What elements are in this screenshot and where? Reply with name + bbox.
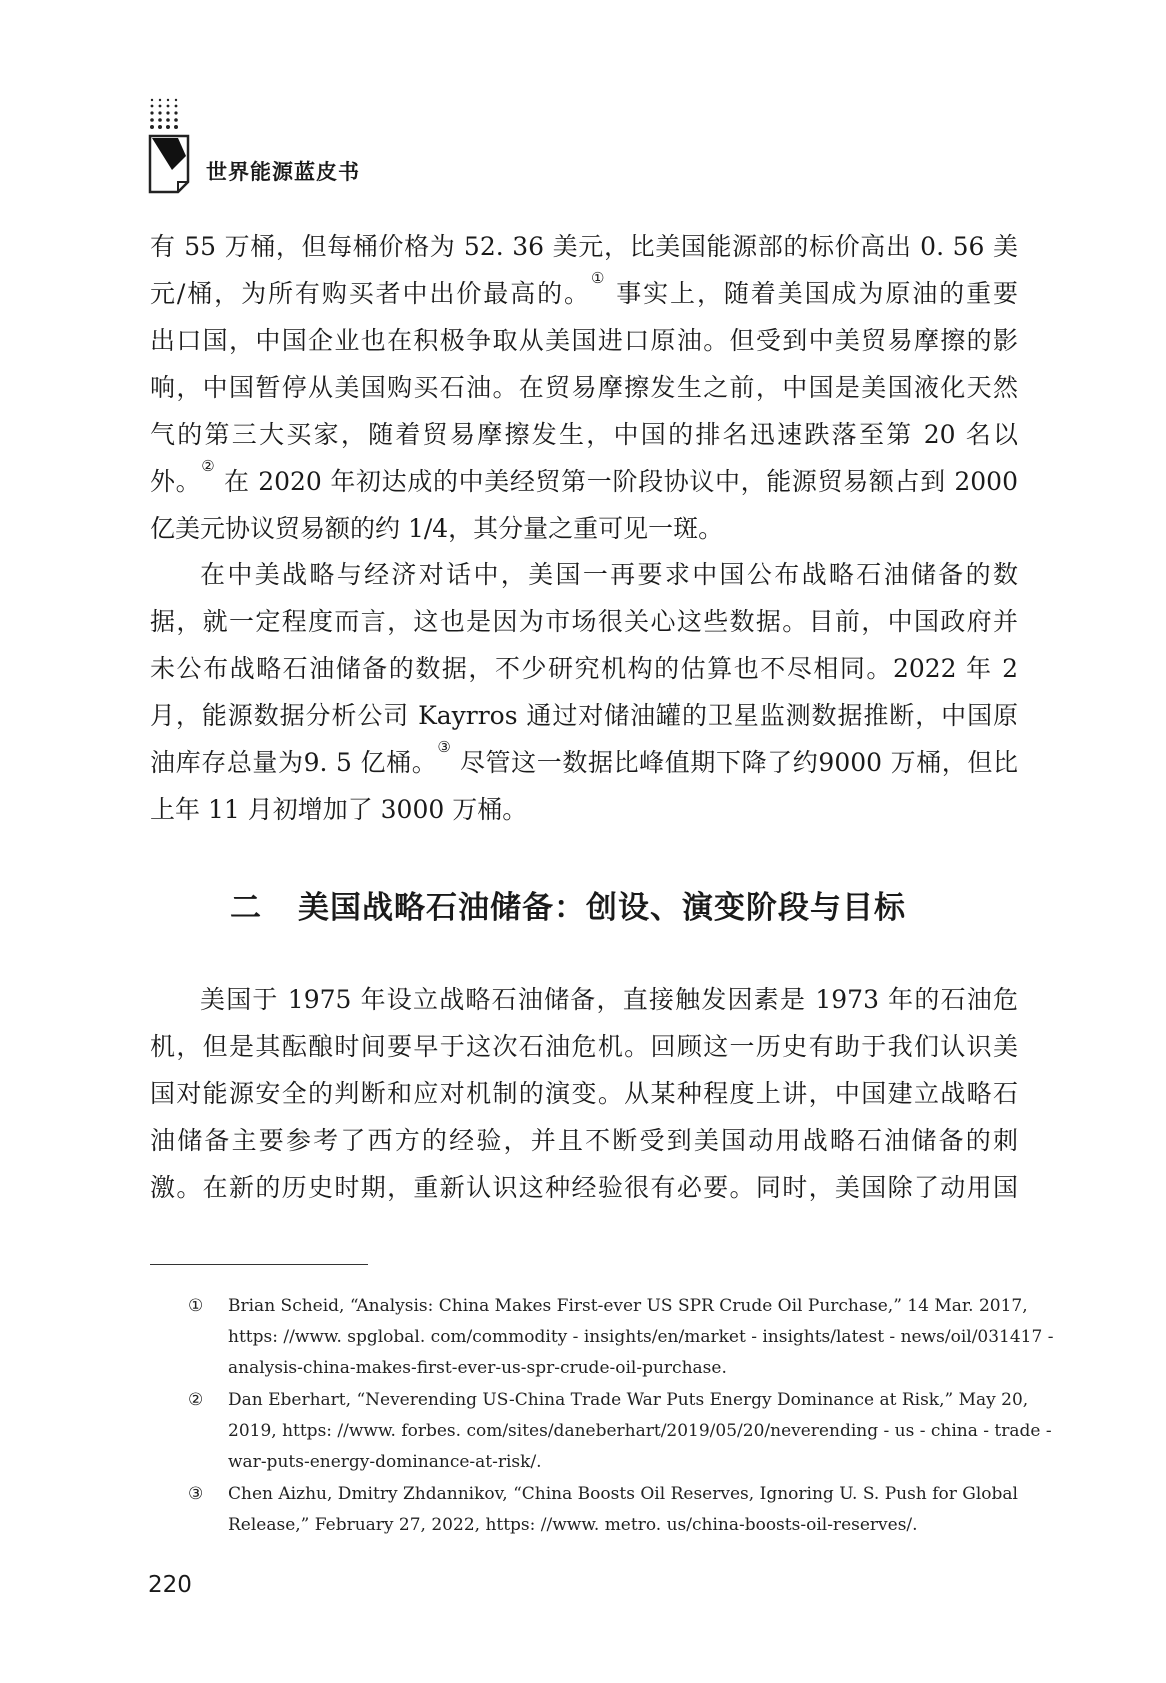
text-line: 亿美元协议贸易额的约 1/4，其分量之重可见一斑。 xyxy=(150,514,724,543)
text-line: 元/桶，为所有购买者中出价最高的。① 事实上，随着美国成为原油的重要 xyxy=(150,268,1018,308)
page-number: 220 xyxy=(148,1572,192,1598)
text-line: 在中美战略与经济对话中，美国一再要求中国公布战略石油储备的数 xyxy=(200,560,1018,589)
text-line: 月，能源数据分析公司 Kayrros 通过对储油罐的卫星监测数据推断，中国原 xyxy=(150,701,1018,730)
footnotes xyxy=(188,1291,1054,1542)
footnote xyxy=(188,1291,1054,1384)
text-line: 激。在新的历史时期，重新认识这种经验很有必要。同时，美国除了动用国 xyxy=(150,1173,1018,1202)
footnote-divider xyxy=(150,1264,368,1265)
footnote-mark: ② xyxy=(188,1390,204,1410)
text-line: 美国于 1975 年设立战略石油储备，直接触发因素是 1973 年的石油危 xyxy=(200,985,1018,1014)
footnote-mark: ③ xyxy=(188,1484,204,1504)
footnote-ref[interactable]: ① xyxy=(590,268,607,287)
footnote-ref[interactable]: ② xyxy=(201,456,216,475)
footnote xyxy=(188,1385,1052,1478)
section-heading xyxy=(230,882,906,927)
book-corner-logo-icon xyxy=(148,96,194,194)
section-title: 美国战略石油储备：创设、演变阶段与目标 xyxy=(298,890,906,926)
footnote xyxy=(188,1479,1018,1541)
series-title: 世界能源蓝皮书 xyxy=(206,160,360,184)
footnote-mark: ① xyxy=(188,1296,204,1316)
body-paragraph xyxy=(150,551,1018,833)
body-paragraph xyxy=(150,976,1018,1211)
footnote-link[interactable]: https: //www. spglobal. com/commodity - insights/en/market - insights/latest - news/oil/031417 - xyxy=(228,1327,1054,1347)
text-line: 响，中国暂停从美国购买石油。在贸易摩擦发生之前，中国是美国液化天然 xyxy=(150,373,1018,402)
text-line: 据，就一定程度而言，这也是因为市场很关心这些数据。目前，中国政府并 xyxy=(150,607,1018,636)
text-line: 气的第三大买家，随着贸易摩擦发生，中国的排名迅速跌落至第 20 名以 xyxy=(150,420,1018,449)
footnote-link[interactable]: analysis-china-makes-first-ever-us-spr-crude-oil-purchase. xyxy=(228,1358,727,1378)
footnote-line: Chen Aizhu, Dmitry Zhdannikov, “China Boosts Oil Reserves, Ignoring U. S. Push for Global xyxy=(228,1484,1018,1504)
section-number: 二 xyxy=(230,890,262,926)
text-line: 未公布战略石油储备的数据，不少研究机构的估算也不尽相同。2022 年 2 xyxy=(150,654,1018,683)
text-line: 上年 11 月初增加了 3000 万桶。 xyxy=(150,795,528,824)
body-paragraph xyxy=(150,223,1018,552)
footnote-link[interactable]: war-puts-energy-dominance-at-risk/. xyxy=(228,1452,542,1472)
footnote-link[interactable]: Release,” February 27, 2022, https: //www. metro. us/china-boosts-oil-reserves/. xyxy=(228,1515,918,1535)
text-line: 油库存总量为9. 5 亿桶。③ 尽管这一数据比峰值期下降了约9000 万桶，但比 xyxy=(150,737,1019,777)
text-line: 机，但是其酝酿时间要早于这次石油危机。回顾这一历史有助于我们认识美 xyxy=(150,1032,1018,1061)
text-line: 有 55 万桶，但每桶价格为 52. 36 美元，比美国能源部的标价高出 0. 56 美 xyxy=(150,232,1018,261)
footnote-line: Brian Scheid, “Analysis: China Makes First-ever US SPR Crude Oil Purchase,” 14 Mar. 2017, xyxy=(228,1296,1028,1316)
footnote-link[interactable]: 2019, https: //www. forbes. com/sites/daneberhart/2019/05/20/neverending - us - china - trade - xyxy=(228,1421,1052,1441)
text-line: 油储备主要参考了西方的经验，并且不断受到美国动用战略石油储备的刺 xyxy=(150,1126,1018,1155)
text-line: 国对能源安全的判断和应对机制的演变。从某种程度上讲，中国建立战略石 xyxy=(150,1079,1018,1108)
footnote-ref[interactable]: ③ xyxy=(437,737,452,756)
text-line: 出口国，中国企业也在积极争取从美国进口原油。但受到中美贸易摩擦的影 xyxy=(150,326,1018,355)
text-line: 外。② 在 2020 年初达成的中美经贸第一阶段协议中，能源贸易额占到 2000 xyxy=(150,456,1018,496)
footnote-line: Dan Eberhart, “Neverending US-China Trade War Puts Energy Dominance at Risk,” May 20, xyxy=(228,1390,1029,1410)
